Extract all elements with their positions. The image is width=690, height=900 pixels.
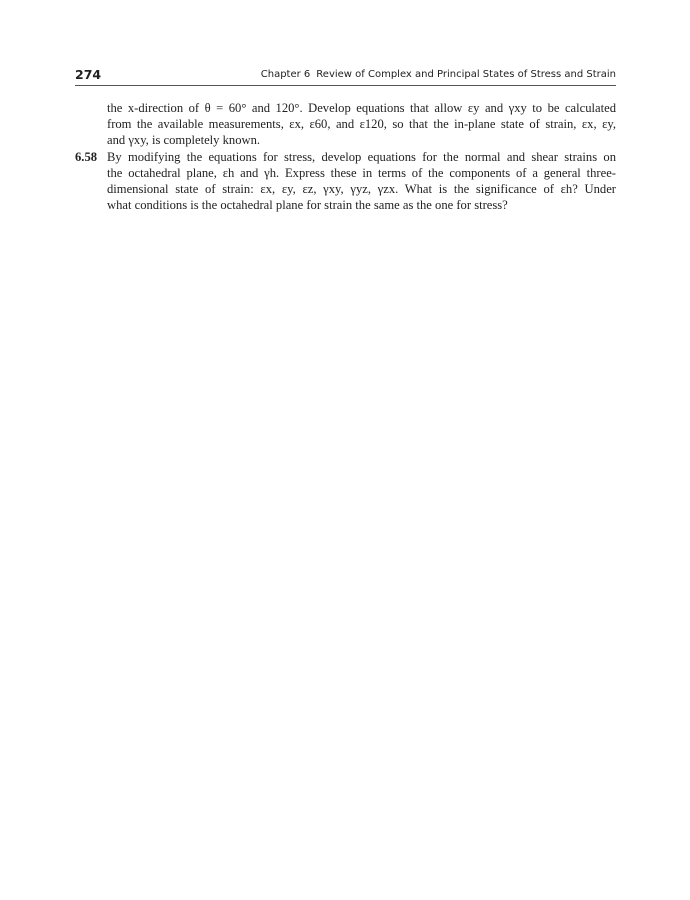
text-line: the octahedral plane, εh and γh. Express these in terms of the components of a general three- [107, 165, 616, 180]
running-head [261, 68, 616, 82]
page-number: 274 [75, 67, 102, 82]
chapter-title: Review of Complex and Principal States of Stress and Strain [316, 69, 616, 80]
chapter-label: Chapter 6 [260, 69, 311, 80]
body-text [75, 100, 616, 213]
text-line: and γxy, is completely known. [107, 133, 261, 148]
problem-6-58 [75, 149, 616, 214]
text-line: from the available measurements, εx, ε60, and ε120, so that the in-plane state of strain, εx, εy, [107, 117, 616, 132]
text-line: dimensional state of strain: εx, εy, εz, γxy, γyz, γzx. What is the significance of εh? Under [107, 182, 616, 197]
text-line: the x-direction of θ = 60° and 120°. Develop equations that allow εy and γxy to be calculated [107, 101, 616, 115]
problem-number: 6.58 [75, 149, 98, 164]
text-line: By modifying the equations for stress, develop equations for the normal and shear strains on [107, 149, 616, 164]
text-line: what conditions is the octahedral plane for strain the same as the one for stress? [107, 198, 508, 213]
continuation-paragraph [75, 100, 616, 149]
running-header [75, 67, 616, 86]
